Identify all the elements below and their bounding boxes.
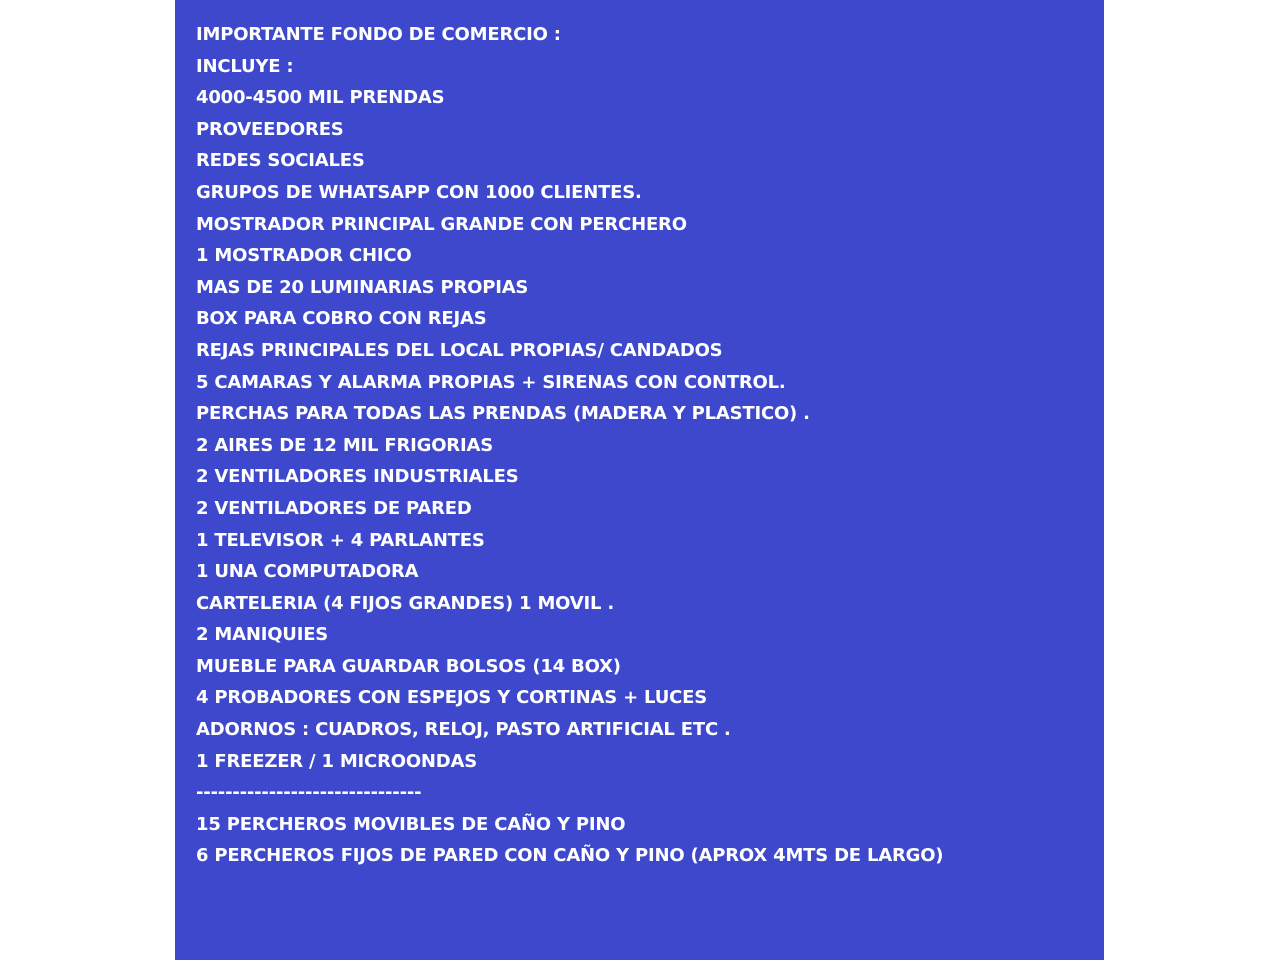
ad-text-line: MUEBLE PARA GUARDAR BOLSOS (14 BOX) <box>196 655 621 677</box>
ad-separator: ------------------------------- <box>196 782 422 804</box>
ad-image-panel <box>175 0 1104 960</box>
ad-text-line: 1 UNA COMPUTADORA <box>196 561 419 583</box>
ad-text-line: PROVEEDORES <box>196 118 344 140</box>
ad-text-line: 4 PROBADORES CON ESPEJOS Y CORTINAS + LUCES <box>196 687 707 709</box>
ad-text-line: 1 MOSTRADOR CHICO <box>196 245 412 267</box>
ad-text-list <box>196 21 943 874</box>
ad-text-line: 5 CAMARAS Y ALARMA PROPIAS + SIRENAS CON CONTROL. <box>196 371 786 393</box>
ad-text-line: 1 TELEVISOR + 4 PARLANTES <box>196 529 485 551</box>
ad-text-line: GRUPOS DE WHATSAPP CON 1000 CLIENTES. <box>196 181 642 203</box>
ad-text-line: 2 MANIQUIES <box>196 624 329 646</box>
ad-text-line: INCLUYE : <box>196 55 294 77</box>
ad-text-line: ADORNOS : CUADROS, RELOJ, PASTO ARTIFICIAL ETC . <box>196 719 731 741</box>
ad-text-line: 1 FREEZER / 1 MICROONDAS <box>196 750 478 772</box>
ad-text-line: MOSTRADOR PRINCIPAL GRANDE CON PERCHERO <box>196 213 687 235</box>
ad-text-line: 4000-4500 MIL PRENDAS <box>196 87 445 109</box>
ad-text-line: MAS DE 20 LUMINARIAS PROPIAS <box>196 276 529 298</box>
ad-text-line: 2 AIRES DE 12 MIL FRIGORIAS <box>196 434 493 456</box>
ad-text-line: 2 VENTILADORES INDUSTRIALES <box>196 466 519 488</box>
ad-text-line: CARTELERIA (4 FIJOS GRANDES) 1 MOVIL . <box>196 592 614 614</box>
ad-text-line: PERCHAS PARA TODAS LAS PRENDAS (MADERA Y PLASTICO) . <box>196 403 810 425</box>
ad-text-line: BOX PARA COBRO CON REJAS <box>196 308 487 330</box>
ad-text-line: 2 VENTILADORES DE PARED <box>196 497 472 519</box>
ad-text-line: REDES SOCIALES <box>196 150 365 172</box>
ad-text-line: REJAS PRINCIPALES DEL LOCAL PROPIAS/ CANDADOS <box>196 339 723 361</box>
ad-text-line: 6 PERCHEROS FIJOS DE PARED CON CAÑO Y PINO (APROX 4MTS DE LARGO) <box>196 845 944 867</box>
ad-text-line: 15 PERCHEROS MOVIBLES DE CAÑO Y PINO <box>196 813 626 835</box>
ad-text-line: IMPORTANTE FONDO DE COMERCIO : <box>196 24 561 45</box>
